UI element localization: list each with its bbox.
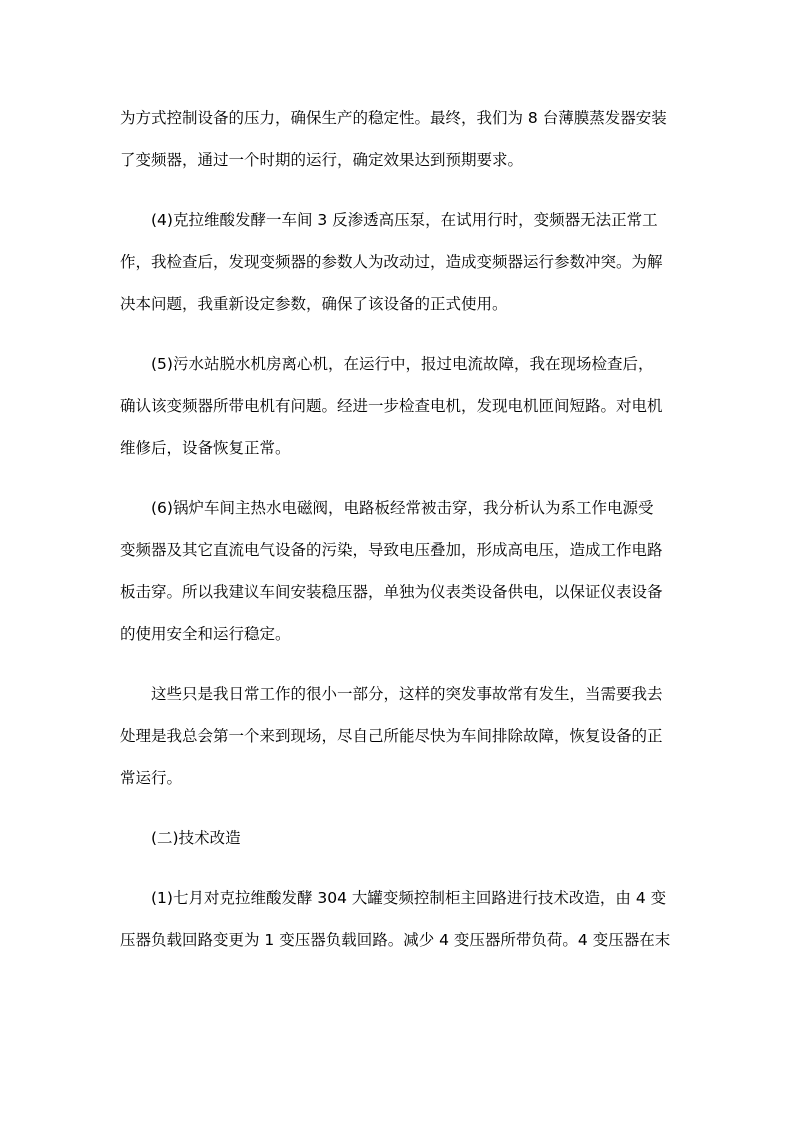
paragraph-line: 压器负载回路变更为 1 变压器负载回路。减少 4 变压器所带负荷。4 变压器在末 bbox=[120, 931, 671, 949]
paragraph-line: 确认该变频器所带电机有问题。经进一步检查电机，发现电机匝间短路。对电机 bbox=[120, 397, 663, 415]
paragraph-line: 板击穿。所以我建议车间安装稳压器，单独为仪表类设备供电，以保证仪表设备 bbox=[120, 583, 663, 601]
paragraph-line: 这些只是我日常工作的很小一部分，这样的突发事故常有发生，当需要我去 bbox=[151, 685, 663, 703]
paragraph-line: (4)克拉维酸发酵一车间 3 反渗透高压泵，在试用行时，变频器无法正常工 bbox=[151, 211, 658, 229]
paragraph-line: 处理是我总会第一个来到现场，尽自己所能尽快为车间排除故障，恢复设备的正 bbox=[120, 727, 663, 745]
paragraph-line: 决本问题，我重新设定参数，确保了该设备的正式使用。 bbox=[120, 295, 508, 313]
paragraph-line: 为方式控制设备的压力，确保生产的稳定性。最终，我们为 8 台薄膜蒸发器安装 bbox=[120, 109, 667, 127]
paragraph-line: (5)污水站脱水机房离心机，在运行中，报过电流故障，我在现场检查后， bbox=[151, 355, 654, 373]
paragraph-line: 变频器及其它直流电气设备的污染，导致电压叠加，形成高电压，造成工作电路 bbox=[120, 541, 663, 559]
paragraph-line: (1)七月对克拉维酸发酵 304 大罐变频控制柜主回路进行技术改造，由 4 变 bbox=[151, 889, 667, 907]
paragraph-line: 的使用安全和运行稳定。 bbox=[120, 625, 291, 643]
paragraph-line: (6)锅炉车间主热水电磁阀，电路板经常被击穿，我分析认为系工作电源受 bbox=[151, 499, 654, 517]
paragraph-line: 作，我检查后，发现变频器的参数人为改动过，造成变频器运行参数冲突。为解 bbox=[120, 253, 663, 271]
section-heading: (二)技术改造 bbox=[151, 829, 241, 847]
paragraph-line: 维修后，设备恢复正常。 bbox=[120, 439, 291, 457]
paragraph-line: 常运行。 bbox=[120, 769, 183, 787]
paragraph-line: 了变频器，通过一个时期的运行，确定效果达到预期要求。 bbox=[120, 151, 524, 169]
